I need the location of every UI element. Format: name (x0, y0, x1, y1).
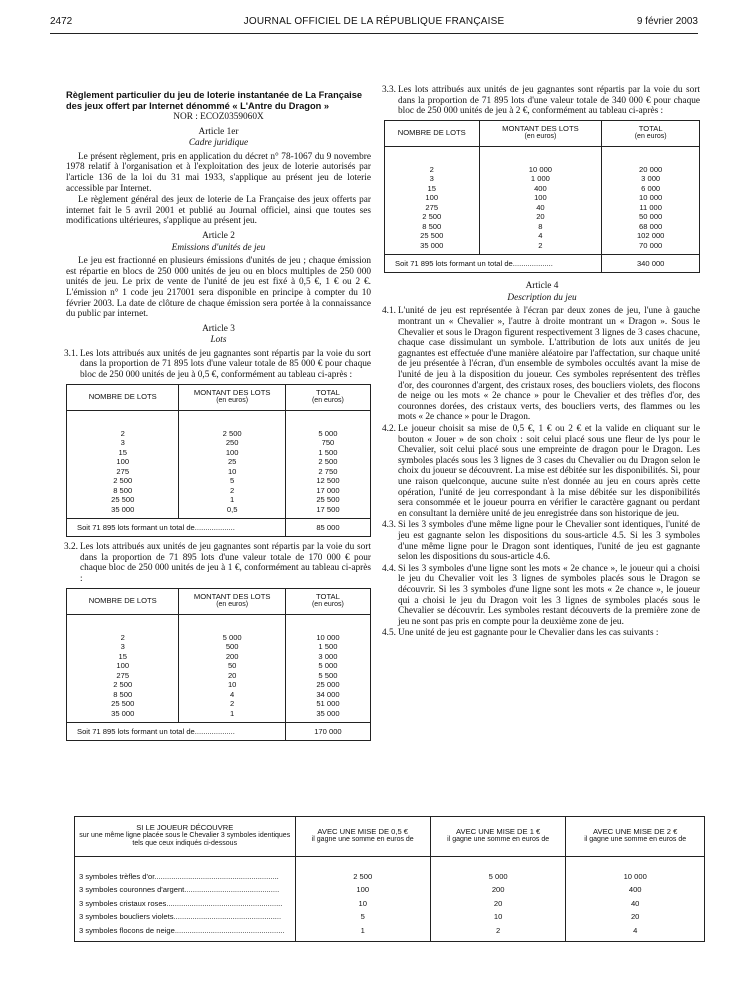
table-cell: 1 (179, 495, 285, 505)
table-cell: 25 500 (67, 699, 179, 709)
table-row (385, 212, 700, 222)
table-cell: 200 (179, 652, 285, 662)
article-1-subtitle: Cadre juridique (188, 138, 249, 149)
table-cell: 17 000 (285, 486, 370, 496)
table-row (67, 680, 371, 690)
table-cell: 100 (295, 883, 430, 897)
total-label: Soit 71 895 lots formant un total de................... (385, 255, 602, 273)
column-header: TOTAL (316, 387, 340, 397)
table-cell: 20 000 (602, 146, 700, 174)
table-cell: 20 (566, 910, 705, 924)
table-cell: 3 000 (285, 652, 370, 662)
section-4-5 (384, 628, 700, 639)
chevalier-winnings-table-wrapper (74, 816, 705, 942)
table-cell: 8 500 (67, 690, 179, 700)
header-rule (50, 33, 698, 34)
total-label: Soit 71 895 lots formant un total de................... (67, 519, 286, 537)
section-text: Si les 3 symboles d'une même ligne pour le Chevalier sont identiques, l'unité de jeu est gagnante selon les dispositions du sous-article 4.5. Si les 3 symboles d'une même ligne pour le Dragon sont identiques, l'unité de jeu est gagnante selon les dispositions du sous-article 4.6. (398, 520, 700, 563)
table-cell: 15 (67, 652, 179, 662)
table-cell: 34 000 (285, 690, 370, 700)
table-cell: 3 symboles flocons de neige.................................................... (75, 924, 296, 941)
table-row (67, 410, 371, 438)
table-cell: 400 (479, 184, 602, 194)
publication-date: 9 février 2003 (636, 16, 698, 27)
table-cell: 35 000 (285, 709, 370, 723)
table-cell: 10 000 (566, 856, 705, 883)
table-row (67, 448, 371, 458)
document-title: Règlement particulier du jeu de loterie instantanée de La Française des jeux offert par Internet dénommé « L'Antre du Dragon » (66, 90, 363, 111)
table-row (75, 924, 705, 941)
table-cell: 50 (179, 661, 285, 671)
table-cell: 2 (385, 146, 480, 174)
table-row (67, 671, 371, 681)
column-header: NOMBRE DE LOTS (88, 595, 157, 605)
table-cell: 25 000 (285, 680, 370, 690)
column-header: SI LE JOUEUR DÉCOUVRE (136, 823, 234, 832)
table-cell: 100 (479, 193, 602, 203)
table-cell: 8 500 (385, 222, 480, 232)
column-subheader: (en euros) (634, 133, 667, 141)
table-cell: 102 000 (602, 231, 700, 241)
section-4-4 (384, 564, 700, 628)
table-row (67, 642, 371, 652)
table-cell: 10 (179, 680, 285, 690)
table-cell: 5 (179, 476, 285, 486)
table-cell: 100 (179, 448, 285, 458)
table-cell: 3 symboles cristaux roses....................................................... (75, 897, 296, 911)
section-number: 4.5. (382, 628, 396, 639)
table-cell: 35 000 (67, 505, 179, 519)
section-3-2 (66, 542, 371, 584)
section-text: Les lots attribués aux unités de jeu gagnantes sont répartis par la voie du sort dans la proportion de 71 895 lots d'une valeur totale de 85 000 € pour chaque bloc de 250 000 unités de jeu à 0,5 €, conformément au tableau ci-après : (80, 348, 371, 381)
table-cell: 10 (430, 910, 565, 924)
table-cell: 1 500 (285, 448, 370, 458)
section-number: 3.3. (382, 85, 396, 95)
section-text: Les lots attribués aux unités de jeu gagnantes sont répartis par la voie du sort dans la proportion de 71 895 lots d'une valeur totale de 170 000 € pour chaque bloc de 250 000 unités de jeu à 1 €, conformément au tableau ci-après : (80, 542, 371, 584)
table-row (385, 222, 700, 232)
column-header: AVEC UNE MISE DE 0,5 € (317, 827, 409, 837)
article-2-heading: Article 2 (202, 230, 235, 241)
section-4-3 (384, 520, 700, 562)
table-cell: 3 symboles couronnes d'argent............................................. (75, 883, 296, 897)
table-cell: 25 500 (385, 231, 480, 241)
section-number: 4.4. (382, 563, 396, 574)
table-cell: 200 (430, 883, 565, 897)
table-cell: 1 (179, 709, 285, 723)
table-cell: 10 (295, 897, 430, 911)
table-cell: 1 500 (285, 642, 370, 652)
table-row (75, 897, 705, 911)
column-subheader: (en euros) (311, 601, 344, 609)
table-row (385, 184, 700, 194)
table-cell: 10 000 (602, 193, 700, 203)
article-2-subtitle: Emissions d'unités de jeu (171, 242, 266, 253)
table-cell: 5 (295, 910, 430, 924)
table-cell: 2 (479, 241, 602, 255)
article-1-heading: Article 1er (198, 126, 239, 137)
table-cell: 5 500 (285, 671, 370, 681)
table-cell: 4 (179, 690, 285, 700)
table-cell: 2 500 (67, 476, 179, 486)
table-cell: 1 000 (479, 174, 602, 184)
column-header: MONTANT DES LOTS (193, 591, 271, 601)
table-cell: 10 000 (479, 146, 602, 174)
table-cell: 3 (67, 642, 179, 652)
article-4-subtitle: Description du jeu (507, 292, 577, 303)
table-cell: 20 (430, 897, 565, 911)
table-row (67, 505, 371, 519)
total-value: 340 000 (602, 255, 700, 273)
table-row (67, 614, 371, 642)
table-row (75, 883, 705, 897)
table-cell: 4 (479, 231, 602, 241)
table-cell: 51 000 (285, 699, 370, 709)
column-subheader: sur une même ligne placée sous le Chevalier 3 symboles identiques tels que ceux indiqués ci-dessous (79, 832, 291, 848)
table-cell: 15 (67, 448, 179, 458)
column-header: MONTANT DES LOTS (502, 123, 579, 133)
journal-title: JOURNAL OFFICIEL DE LA RÉPUBLIQUE FRANÇAISE (243, 16, 505, 27)
article-1-paragraph-1: Le présent règlement, pris en application du décret n° 78-1067 du 9 novembre 1978 relatif à l'organisation et à l'exploitation des jeux de loterie autorisés par l'article 136 de la loi du 31 mai 1933, s'applique au présent jeu de loterie accessible par Internet. (66, 151, 371, 194)
column-header: TOTAL (638, 123, 663, 133)
column-subheader: il gagne une somme en euros de (584, 836, 687, 844)
chevalier-winnings-table (74, 816, 705, 942)
table-cell: 100 (67, 457, 179, 467)
column-header: MONTANT DES LOTS (193, 387, 271, 397)
table-cell: 8 (479, 222, 602, 232)
table-row (385, 174, 700, 184)
article-3-heading: Article 3 (202, 323, 235, 334)
lots-table-1 (66, 384, 371, 538)
table-cell: 3 symboles trèfles d'or........................................................... (75, 856, 296, 883)
table-cell: 275 (67, 467, 179, 477)
table-cell: 25 (179, 457, 285, 467)
article-2-paragraph: Le jeu est fractionné en plusieurs émissions d'unités de jeu ; chaque émission est répartie en blocs de 250 000 unités de jeu ou en blocs multiples de 250 000 unités de jeu. Le prix de vente de l'unité de jeu est fixé à 0,5 €, 1 € ou 2 €. L'émission n° 1 code jeu 217001 sera disponible en principe à compter du 10 février 2003. La date de clôture de chaque émission sera portée à la connaissance du public par internet. (66, 256, 371, 320)
table-cell: 2 750 (285, 467, 370, 477)
section-3-1 (66, 349, 371, 381)
page-header (50, 16, 698, 30)
lots-table-2 (66, 588, 371, 742)
table-cell: 3 000 (602, 174, 700, 184)
section-text: L'unité de jeu est représentée à l'écran par deux zones de jeu, l'une à gauche montrant un « Chevalier », l'autre à droite montrant un « Dragon ». Sous le Chevalier et sous le Dragon figurent respectivement 3 lignes de 3 cases chacune, chaque case dissimulant un symbole. L'attribution de lots aux unités de jeu gagnantes est effectuée d'une manière aléatoire par l'affectation, sur chaque unité de jeu présentée à l'écran, d'un ensemble de symboles occultés avant la mise de l'unité de jeu à la disposition du joueur. Ces symboles représentent des trèfles d'or, des couronnes d'argent, des cristaux roses, des boucliers violets, des flocons de neige ou les mots « 2e chance » pour le Chevalier et des trèfles d'or, des couronnes dorées, des cristaux verts, des boucliers verts, des flammes ou les mots « 2e chance » pour le Dragon. (398, 306, 700, 423)
table-cell: 25 500 (67, 495, 179, 505)
table-cell: 2 500 (285, 457, 370, 467)
section-number: 4.3. (382, 520, 396, 531)
table-cell: 5 000 (430, 856, 565, 883)
table-cell: 3 symboles boucliers violets................................................... (75, 910, 296, 924)
table-cell: 12 500 (285, 476, 370, 486)
section-number: 3.2. (64, 542, 78, 553)
table-row (67, 457, 371, 467)
section-text: Si les 3 symboles d'une ligne sont les mots « 2e chance », le joueur qui a choisi le jeu du Chevalier voit les 3 lignes de symboles placés sous le Dragon se découvrir. Si les 3 symboles d'une ligne sont les mots « 2e chance », le joueur qui a choisi le jeu du Dragon voit les 3 lignes de symboles placés sous le Chevalier se découvrir. Les symboles restant découverts de la première zone de jeu ne sont pas pris en compte pour la deuxième zone de jeu. (398, 563, 700, 627)
table-row (67, 467, 371, 477)
column-subheader: (en euros) (216, 397, 249, 405)
table-row (67, 495, 371, 505)
table-cell: 40 (566, 897, 705, 911)
total-label: Soit 71 895 lots formant un total de................... (67, 723, 286, 741)
table-cell: 275 (385, 203, 480, 213)
table-row (75, 910, 705, 924)
table-row (67, 690, 371, 700)
table-row (385, 146, 700, 174)
table-cell: 35 000 (67, 709, 179, 723)
table-row (67, 709, 371, 723)
section-4-2 (384, 424, 700, 519)
table-cell: 11 000 (602, 203, 700, 213)
left-column (66, 90, 371, 746)
table-cell: 10 (179, 467, 285, 477)
column-subheader: il gagne une somme en euros de (311, 836, 414, 844)
table-cell: 750 (285, 438, 370, 448)
table-cell: 35 000 (385, 241, 480, 255)
section-number: 4.1. (382, 306, 396, 317)
table-row (67, 652, 371, 662)
total-value: 170 000 (285, 723, 370, 741)
article-4-heading: Article 4 (525, 281, 559, 292)
nor-reference: NOR : ECOZ0359060X (173, 112, 264, 122)
column-header: NOMBRE DE LOTS (88, 391, 157, 401)
table-cell: 2 (179, 486, 285, 496)
column-subheader: (en euros) (524, 133, 557, 141)
table-row (67, 699, 371, 709)
table-row (67, 661, 371, 671)
column-header: AVEC UNE MISE DE 2 € (593, 827, 678, 837)
table-row (67, 438, 371, 448)
section-number: 3.1. (64, 348, 78, 359)
table-cell: 500 (179, 642, 285, 652)
table-cell: 4 (566, 924, 705, 941)
table-cell: 10 000 (285, 614, 370, 642)
table-cell: 3 (67, 438, 179, 448)
table-cell: 2 500 (385, 212, 480, 222)
table-cell: 70 000 (602, 241, 700, 255)
table-cell: 100 (67, 661, 179, 671)
article-3-subtitle: Lots (210, 335, 227, 346)
right-column (382, 85, 700, 640)
table-cell: 50 000 (602, 212, 700, 222)
table-cell: 2 (430, 924, 565, 941)
column-subheader: (en euros) (216, 601, 249, 609)
page-number: 2472 (50, 16, 73, 27)
column-header: TOTAL (316, 591, 340, 601)
total-value: 85 000 (285, 519, 370, 537)
table-cell: 3 (385, 174, 480, 184)
table-cell: 40 (479, 203, 602, 213)
table-row (385, 231, 700, 241)
table-row (75, 856, 705, 883)
table-cell: 2 500 (67, 680, 179, 690)
table-cell: 2 (67, 614, 179, 642)
column-header: NOMBRE DE LOTS (397, 128, 466, 138)
section-3-3 (384, 85, 700, 117)
table-row (67, 486, 371, 496)
table-cell: 25 500 (285, 495, 370, 505)
table-cell: 100 (385, 193, 480, 203)
table-cell: 2 500 (295, 856, 430, 883)
table-cell: 250 (179, 438, 285, 448)
lots-table-3 (384, 120, 700, 274)
table-cell: 400 (566, 883, 705, 897)
table-cell: 15 (385, 184, 480, 194)
table-cell: 5 000 (285, 661, 370, 671)
column-header: AVEC UNE MISE DE 1 € (456, 827, 541, 837)
section-text: Les lots attribués aux unités de jeu gagnantes sont répartis par la voie du sort dans la proportion de 71 895 lots d'une valeur totale de 340 000 € pour chaque bloc de 250 000 unités de jeu à 2 €, conformément au tableau ci-après : (398, 85, 700, 117)
section-number: 4.2. (382, 424, 396, 434)
table-cell: 6 000 (602, 184, 700, 194)
table-cell: 8 500 (67, 486, 179, 496)
article-1-paragraph-2: Le règlement général des jeux de loterie de La Française des jeux offerts par internet fait le 5 avril 2001 et publié au Journal officiel, ainsi que toutes ses modifications ultérieures, s'applique au présent jeu. (66, 195, 371, 227)
section-4-1 (384, 306, 700, 423)
column-subheader: il gagne une somme en euros de (447, 836, 550, 844)
table-cell: 17 500 (285, 505, 370, 519)
table-row (67, 476, 371, 486)
column-subheader: (en euros) (311, 397, 344, 405)
table-cell: 1 (295, 924, 430, 941)
section-text: Le joueur choisit sa mise de 0,5 €, 1 € ou 2 € et la valide en cliquant sur le bouton « Jouer » de son choix : soit celui placé sous une fleur de lys pour le Chevalier, soit celui placé sous une empreinte de dragon pour le Dragon. Les symboles placés sous les 3 lignes de 3 cases du Chevalier ou du Dragon selon le choix du joueur se découvrent. La mise est débitée sur les disponibilités. Si, pour une raison quelconque, aucune suite n'est donnée au jeu en cours après cette opération, l'unité de jeu correspondant à la mise débitée sur les disponibilités sera consommée et le joueur pourra en vérifier le caractère gagnant ou perdant en consultant la dernière unité de jeu enregistrée dans son historique de jeu. (398, 424, 700, 519)
section-text: Une unité de jeu est gagnante pour le Chevalier dans les cas suivants : (398, 628, 659, 639)
table-cell: 20 (479, 212, 602, 222)
table-cell: 5 000 (179, 614, 285, 642)
table-cell: 0,5 (179, 505, 285, 519)
table-row (385, 241, 700, 255)
table-cell: 2 500 (179, 410, 285, 438)
table-cell: 20 (179, 671, 285, 681)
table-cell: 275 (67, 671, 179, 681)
table-cell: 2 (179, 699, 285, 709)
table-row (385, 203, 700, 213)
table-cell: 2 (67, 410, 179, 438)
table-row (385, 193, 700, 203)
table-cell: 5 000 (285, 410, 370, 438)
table-cell: 68 000 (602, 222, 700, 232)
